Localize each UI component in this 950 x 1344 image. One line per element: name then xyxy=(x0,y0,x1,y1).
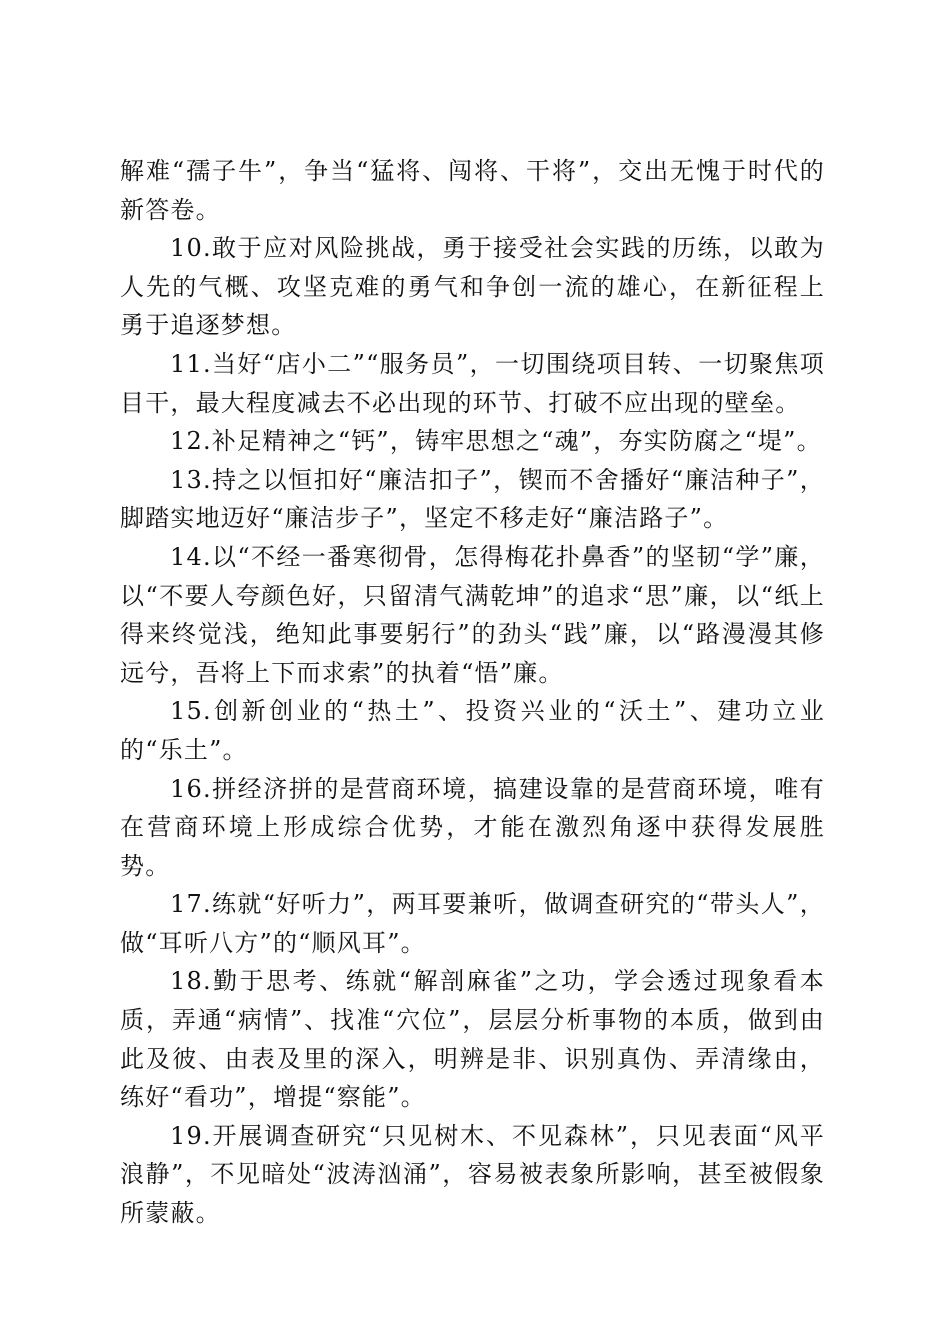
paragraph-item-17: 17.练就“好听力”，两耳要兼听，做调查研究的“带头人”，做“耳听八方”的“顺风耳”。 xyxy=(120,890,825,957)
paragraph-item-11: 11.当好“店小二”“服务员”，一切围绕项目转、一切聚焦项目干，最大程度减去不必出现的环节、打破不应出现的壁垒。 xyxy=(120,349,825,417)
paragraph-continuation: 解难“孺子牛”，争当“猛将、闯将、干将”，交出无愧于时代的新答卷。 xyxy=(120,157,825,224)
paragraph-item-19: 19.开展调查研究“只见树木、不见森林”，只见表面“风平浪静”，不见暗处“波涛汹涌”，容易被表象所影响，甚至被假象所蒙蔽。 xyxy=(120,1121,825,1228)
paragraph-item-18: 18.勤于思考、练就“解剖麻雀”之功，学会透过现象看本质，弄通“病情”、找准“穴位”，层层分析事物的本质，做到由此及彼、由表及里的深入，明辨是非、识别真伪、弄清缘由，练好“看功”，增提“察能”。 xyxy=(120,967,825,1112)
paragraph-item-13: 13.持之以恒扣好“廉洁扣子”，锲而不舍播好“廉洁种子”，脚踏实地迈好“廉洁步子”，坚定不移走好“廉洁路子”。 xyxy=(120,465,825,533)
paragraph-item-10: 10.敢于应对风险挑战，勇于接受社会实践的历练，以敢为人先的气概、攻坚克难的勇气和争创一流的雄心，在新征程上勇于追逐梦想。 xyxy=(120,234,825,340)
paragraph-item-14: 14.以“不经一番寒彻骨，怎得梅花扑鼻香”的坚韧“学”廉，以“不要人夸颜色好，只留清气满乾坤”的追求“思”廉，以“纸上得来终觉浅，绝知此事要躬行”的劲头“践”廉，以“路漫漫其修远兮，吾将上下而求索”的执着“悟”廉。 xyxy=(120,542,825,687)
paragraph-item-16: 16.拼经济拼的是营商环境，搞建设靠的是营商环境，唯有在营商环境上形成综合优势，才能在激烈角逐中获得发展胜势。 xyxy=(120,774,825,880)
paragraph-item-15: 15.创新创业的“热土”、投资兴业的“沃土”、建功立业的“乐土”。 xyxy=(120,697,825,764)
paragraph-item-12: 12.补足精神之“钙”，铸牢思想之“魂”，夯实防腐之“堤”。 xyxy=(170,427,822,456)
document-body xyxy=(120,152,825,1233)
